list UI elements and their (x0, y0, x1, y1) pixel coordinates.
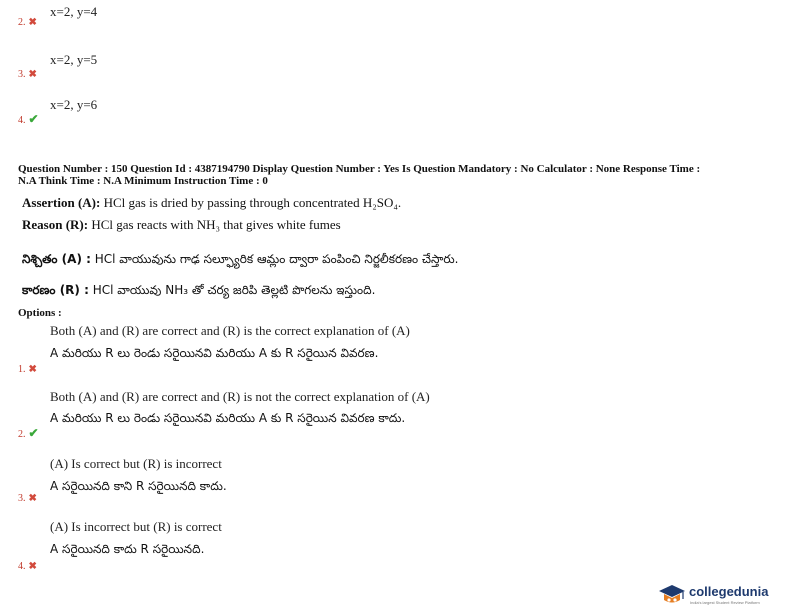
collegedunia-logo (658, 582, 788, 608)
option-3-marker (18, 488, 37, 506)
telugu-reason-label: కారణం (R) : (22, 283, 89, 297)
prev-option-3 (18, 64, 37, 82)
option-2-marker (18, 424, 39, 442)
option-number: 1. (18, 364, 26, 375)
correct-check-icon: ✔ (28, 112, 39, 126)
prev-option-text: x=2, y=4 (50, 4, 98, 19)
assertion-line (22, 195, 401, 211)
telugu-assertion-line (22, 252, 459, 269)
logo-name: collegedunia (689, 584, 769, 599)
telugu-reason-text: HCl వాయువు NH₃ తో చర్య జరిపి తెల్లటి పొగలను ఇస్తుంది. (92, 283, 376, 297)
prev-option-2 (18, 12, 37, 30)
reason-text: HCl gas reacts with NH₃ that gives white fumes (91, 217, 341, 232)
prev-option-text: x=2, y=5 (50, 52, 98, 67)
question-meta-line2: N.A Think Time : N.A Minimum Instruction Time : 0 (18, 175, 268, 187)
prev-option-4 (18, 110, 39, 128)
option-number: 3. (18, 493, 26, 504)
telugu-assertion-text: HCl వాయువును గాఢ సల్ఫ్యూరిక ఆమ్లం ద్వారా పంపించి నిర్జలీకరణం చేస్తారు. (94, 252, 459, 266)
wrong-mark-icon: ✖ (28, 17, 37, 28)
option-number: 2. (18, 17, 26, 28)
wrong-mark-icon: ✖ (28, 493, 37, 504)
telugu-reason-line (22, 283, 375, 300)
assertion-label: Assertion (A): (22, 195, 101, 210)
option-number: 3. (18, 69, 26, 80)
assertion-text: HCl gas is dried by passing through concentrated H₂SO₄. (103, 195, 402, 210)
wrong-mark-icon: ✖ (28, 364, 37, 375)
option-2-telugu: A మరియు R లు రెండు సరైయినవి మరియు A కు R సరైయిన వివరణ కాదు. (50, 411, 406, 425)
option-number: 4. (18, 115, 26, 126)
options-label: Options : (18, 307, 62, 319)
telugu-assertion-label: నిశ్చితం (A) : (22, 252, 91, 266)
option-2-english: Both (A) and (R) are correct and (R) is not the correct explanation of (A) (50, 389, 430, 404)
option-3-english: (A) Is correct but (R) is incorrect (50, 456, 222, 471)
reason-line (22, 217, 341, 233)
option-3-telugu: A సరైయినది కాని R సరైయినది కాదు. (50, 479, 227, 493)
prev-option-text: x=2, y=6 (50, 97, 98, 112)
option-4-english: (A) Is incorrect but (R) is correct (50, 519, 222, 534)
graduation-cap-icon (658, 584, 686, 606)
wrong-mark-icon: ✖ (28, 561, 37, 572)
option-number: 2. (18, 429, 26, 440)
correct-check-icon: ✔ (28, 426, 39, 440)
wrong-mark-icon: ✖ (28, 69, 37, 80)
question-meta-line1: Question Number : 150 Question Id : 4387194790 Display Question Number : Yes Is Question Mandatory : No Calculator : None Response Time : (18, 163, 701, 175)
option-4-telugu: A సరైయినది కాదు R సరైయినది. (50, 542, 205, 556)
logo-tagline: India's largest Student Review Platform (690, 600, 760, 605)
option-1-telugu: A మరియు R లు రెండు సరైయినవి మరియు A కు R సరైయిన వివరణ. (50, 346, 379, 360)
question-meta (18, 163, 788, 187)
option-number: 4. (18, 561, 26, 572)
option-1-english: Both (A) and (R) are correct and (R) is the correct explanation of (A) (50, 323, 410, 338)
reason-label: Reason (R): (22, 217, 89, 232)
option-4-marker (18, 556, 37, 574)
option-1-marker (18, 359, 37, 377)
